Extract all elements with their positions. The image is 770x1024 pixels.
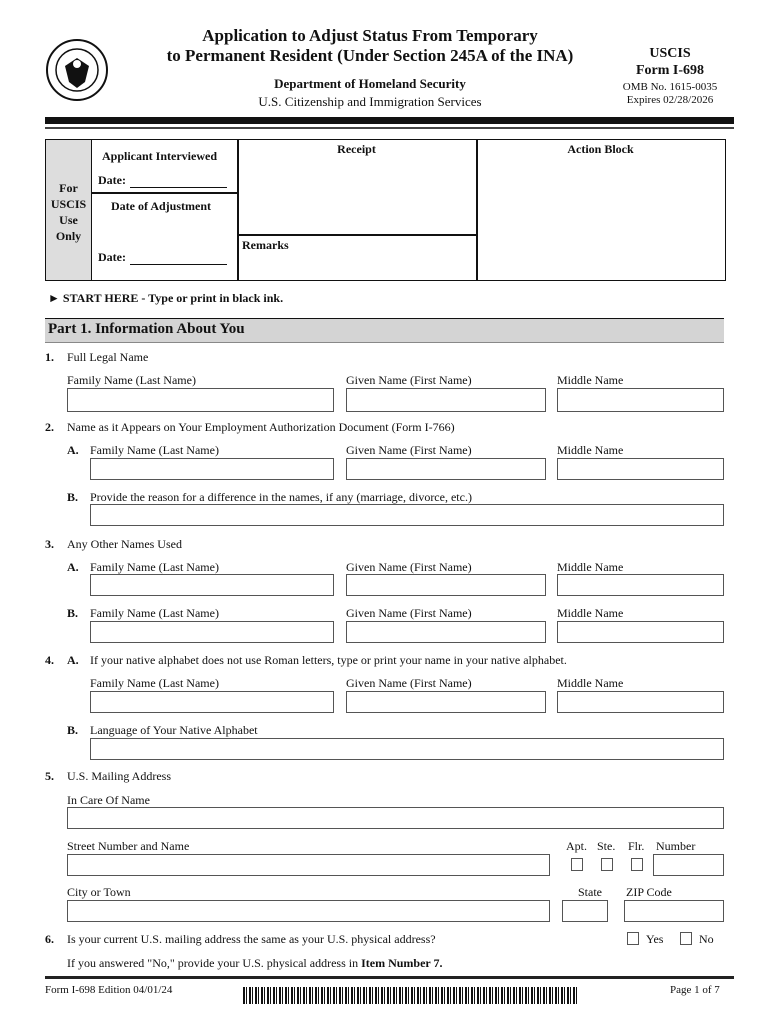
field-label: Middle Name bbox=[557, 676, 624, 690]
yes-checkbox[interactable] bbox=[627, 932, 639, 945]
for-uscis-use-only: For USCIS Use Only bbox=[50, 181, 87, 243]
action-block-label: Action Block bbox=[567, 142, 634, 156]
omb-number: OMB No. 1615-0035 bbox=[622, 81, 718, 93]
arrow-right-icon: ► bbox=[48, 291, 63, 305]
apt-checkbox[interactable] bbox=[571, 858, 583, 871]
item-letter: B. bbox=[67, 490, 79, 504]
q2b-name-difference-reason-input[interactable] bbox=[90, 504, 724, 526]
agency: U.S. Citizenship and Immigration Services bbox=[258, 94, 482, 109]
item-number: 6. bbox=[45, 932, 54, 946]
item-letter: A. bbox=[67, 653, 79, 667]
in-care-of-name-input[interactable] bbox=[67, 807, 724, 829]
field-label: Ste. bbox=[597, 839, 616, 853]
field-label: Number bbox=[656, 839, 696, 853]
field-label: Middle Name bbox=[557, 443, 624, 457]
question-label: Full Legal Name bbox=[67, 350, 149, 364]
form-title: Application to Adjust Status From Temporary bbox=[202, 26, 538, 45]
field-label: Family Name (Last Name) bbox=[90, 676, 219, 690]
field-label: Middle Name bbox=[557, 560, 624, 574]
field-label: Family Name (Last Name) bbox=[90, 443, 219, 457]
zip-code-input[interactable] bbox=[624, 900, 724, 922]
state-select[interactable] bbox=[562, 900, 608, 922]
form-title-line2: to Permanent Resident (Under Section 245A of the INA) bbox=[166, 46, 574, 65]
field-label: City or Town bbox=[67, 885, 131, 899]
field-label: Given Name (First Name) bbox=[346, 676, 472, 690]
dhs-seal-icon bbox=[45, 38, 109, 102]
adjustment-date-field[interactable] bbox=[130, 264, 227, 265]
form-edition: Form I-698 Edition 04/01/24 bbox=[45, 984, 173, 996]
q4a-given-name-input[interactable] bbox=[346, 691, 546, 713]
field-label: Middle Name bbox=[557, 373, 624, 387]
q4a-middle-name-input[interactable] bbox=[557, 691, 724, 713]
uscis-label: USCIS bbox=[649, 46, 691, 61]
header-rule-thin bbox=[45, 127, 734, 129]
item-number: 2. bbox=[45, 420, 54, 434]
field-label: Apt. bbox=[566, 839, 587, 853]
start-here-instruction: ► START HERE - Type or print in black ink. bbox=[48, 291, 284, 305]
question-label: U.S. Mailing Address bbox=[67, 769, 172, 783]
question-label: Name as it Appears on Your Employment Authorization Document (Form I-766) bbox=[67, 420, 455, 434]
field-label: Given Name (First Name) bbox=[346, 373, 472, 387]
page-number: Page 1 of 7 bbox=[670, 984, 720, 996]
field-label: Family Name (Last Name) bbox=[67, 373, 196, 387]
field-label: ZIP Code bbox=[626, 885, 672, 899]
expiration-date: Expires 02/28/2026 bbox=[626, 94, 714, 106]
item-letter: B. bbox=[67, 606, 79, 620]
question-label: Is your current U.S. mailing address the same as your U.S. physical address? bbox=[67, 932, 436, 946]
item-number: 3. bbox=[45, 537, 54, 551]
q3b-middle-name-input[interactable] bbox=[557, 621, 724, 643]
header-rule bbox=[45, 117, 734, 124]
field-label: Family Name (Last Name) bbox=[90, 560, 219, 574]
footer-rule bbox=[45, 976, 734, 979]
q2a-given-name-input[interactable] bbox=[346, 458, 546, 480]
q2a-family-name-input[interactable] bbox=[90, 458, 334, 480]
field-label: In Care Of Name bbox=[67, 793, 150, 807]
part1-header bbox=[45, 318, 724, 343]
apt-ste-flr-number-input[interactable] bbox=[653, 854, 724, 876]
q1-middle-name-input[interactable] bbox=[557, 388, 724, 412]
field-label: State bbox=[578, 885, 602, 899]
no-label: No bbox=[699, 932, 714, 946]
flr-checkbox[interactable] bbox=[631, 858, 643, 871]
q1-given-name-input[interactable] bbox=[346, 388, 546, 412]
q4a-family-name-input[interactable] bbox=[90, 691, 334, 713]
q3b-given-name-input[interactable] bbox=[346, 621, 546, 643]
question-label: If your native alphabet does not use Roman letters, type or print your name in your native alphabet. bbox=[90, 653, 567, 667]
q3a-middle-name-input[interactable] bbox=[557, 574, 724, 596]
q3a-family-name-input[interactable] bbox=[90, 574, 334, 596]
field-label: Given Name (First Name) bbox=[346, 606, 472, 620]
item-number: 1. bbox=[45, 350, 54, 364]
part1-title: Part 1. Information About You bbox=[48, 321, 245, 337]
q6-note: If you answered "No," provide your U.S. physical address in Item Number 7. bbox=[67, 956, 443, 970]
field-label: Middle Name bbox=[557, 606, 624, 620]
ste-checkbox[interactable] bbox=[601, 858, 613, 871]
no-checkbox[interactable] bbox=[680, 932, 692, 945]
q3b-family-name-input[interactable] bbox=[90, 621, 334, 643]
item-number: 4. bbox=[45, 653, 54, 667]
date-of-adjustment-label: Date of Adjustment bbox=[111, 199, 211, 213]
item-letter: A. bbox=[67, 443, 79, 457]
field-label: Provide the reason for a difference in the names, if any (marriage, divorce, etc.) bbox=[90, 490, 472, 504]
q1-family-name-input[interactable] bbox=[67, 388, 334, 412]
field-label: Given Name (First Name) bbox=[346, 560, 472, 574]
field-label: Family Name (Last Name) bbox=[90, 606, 219, 620]
remarks-label: Remarks bbox=[242, 238, 289, 252]
adjustment-date-label: Date: bbox=[98, 250, 126, 264]
field-label: Flr. bbox=[628, 839, 645, 853]
item-number: 5. bbox=[45, 769, 54, 783]
interview-date-label: Date: bbox=[98, 173, 126, 187]
street-number-name-input[interactable] bbox=[67, 854, 550, 876]
form-number: Form I-698 bbox=[635, 63, 705, 78]
barcode bbox=[243, 987, 578, 1004]
q2a-middle-name-input[interactable] bbox=[557, 458, 724, 480]
item-letter: A. bbox=[67, 560, 79, 574]
field-label: Language of Your Native Alphabet bbox=[90, 723, 258, 737]
q4b-native-alphabet-language-input[interactable] bbox=[90, 738, 724, 760]
receipt-label: Receipt bbox=[337, 142, 376, 156]
item-letter: B. bbox=[67, 723, 79, 737]
field-label: Given Name (First Name) bbox=[346, 443, 472, 457]
applicant-interviewed-label: Applicant Interviewed bbox=[102, 149, 217, 163]
q3a-given-name-input[interactable] bbox=[346, 574, 546, 596]
department: Department of Homeland Security bbox=[274, 76, 466, 91]
city-or-town-input[interactable] bbox=[67, 900, 550, 922]
interview-date-field[interactable] bbox=[130, 187, 227, 188]
question-label: Any Other Names Used bbox=[67, 537, 182, 551]
uscis-use-only-box bbox=[45, 139, 726, 281]
yes-label: Yes bbox=[646, 932, 664, 946]
field-label: Street Number and Name bbox=[67, 839, 190, 853]
